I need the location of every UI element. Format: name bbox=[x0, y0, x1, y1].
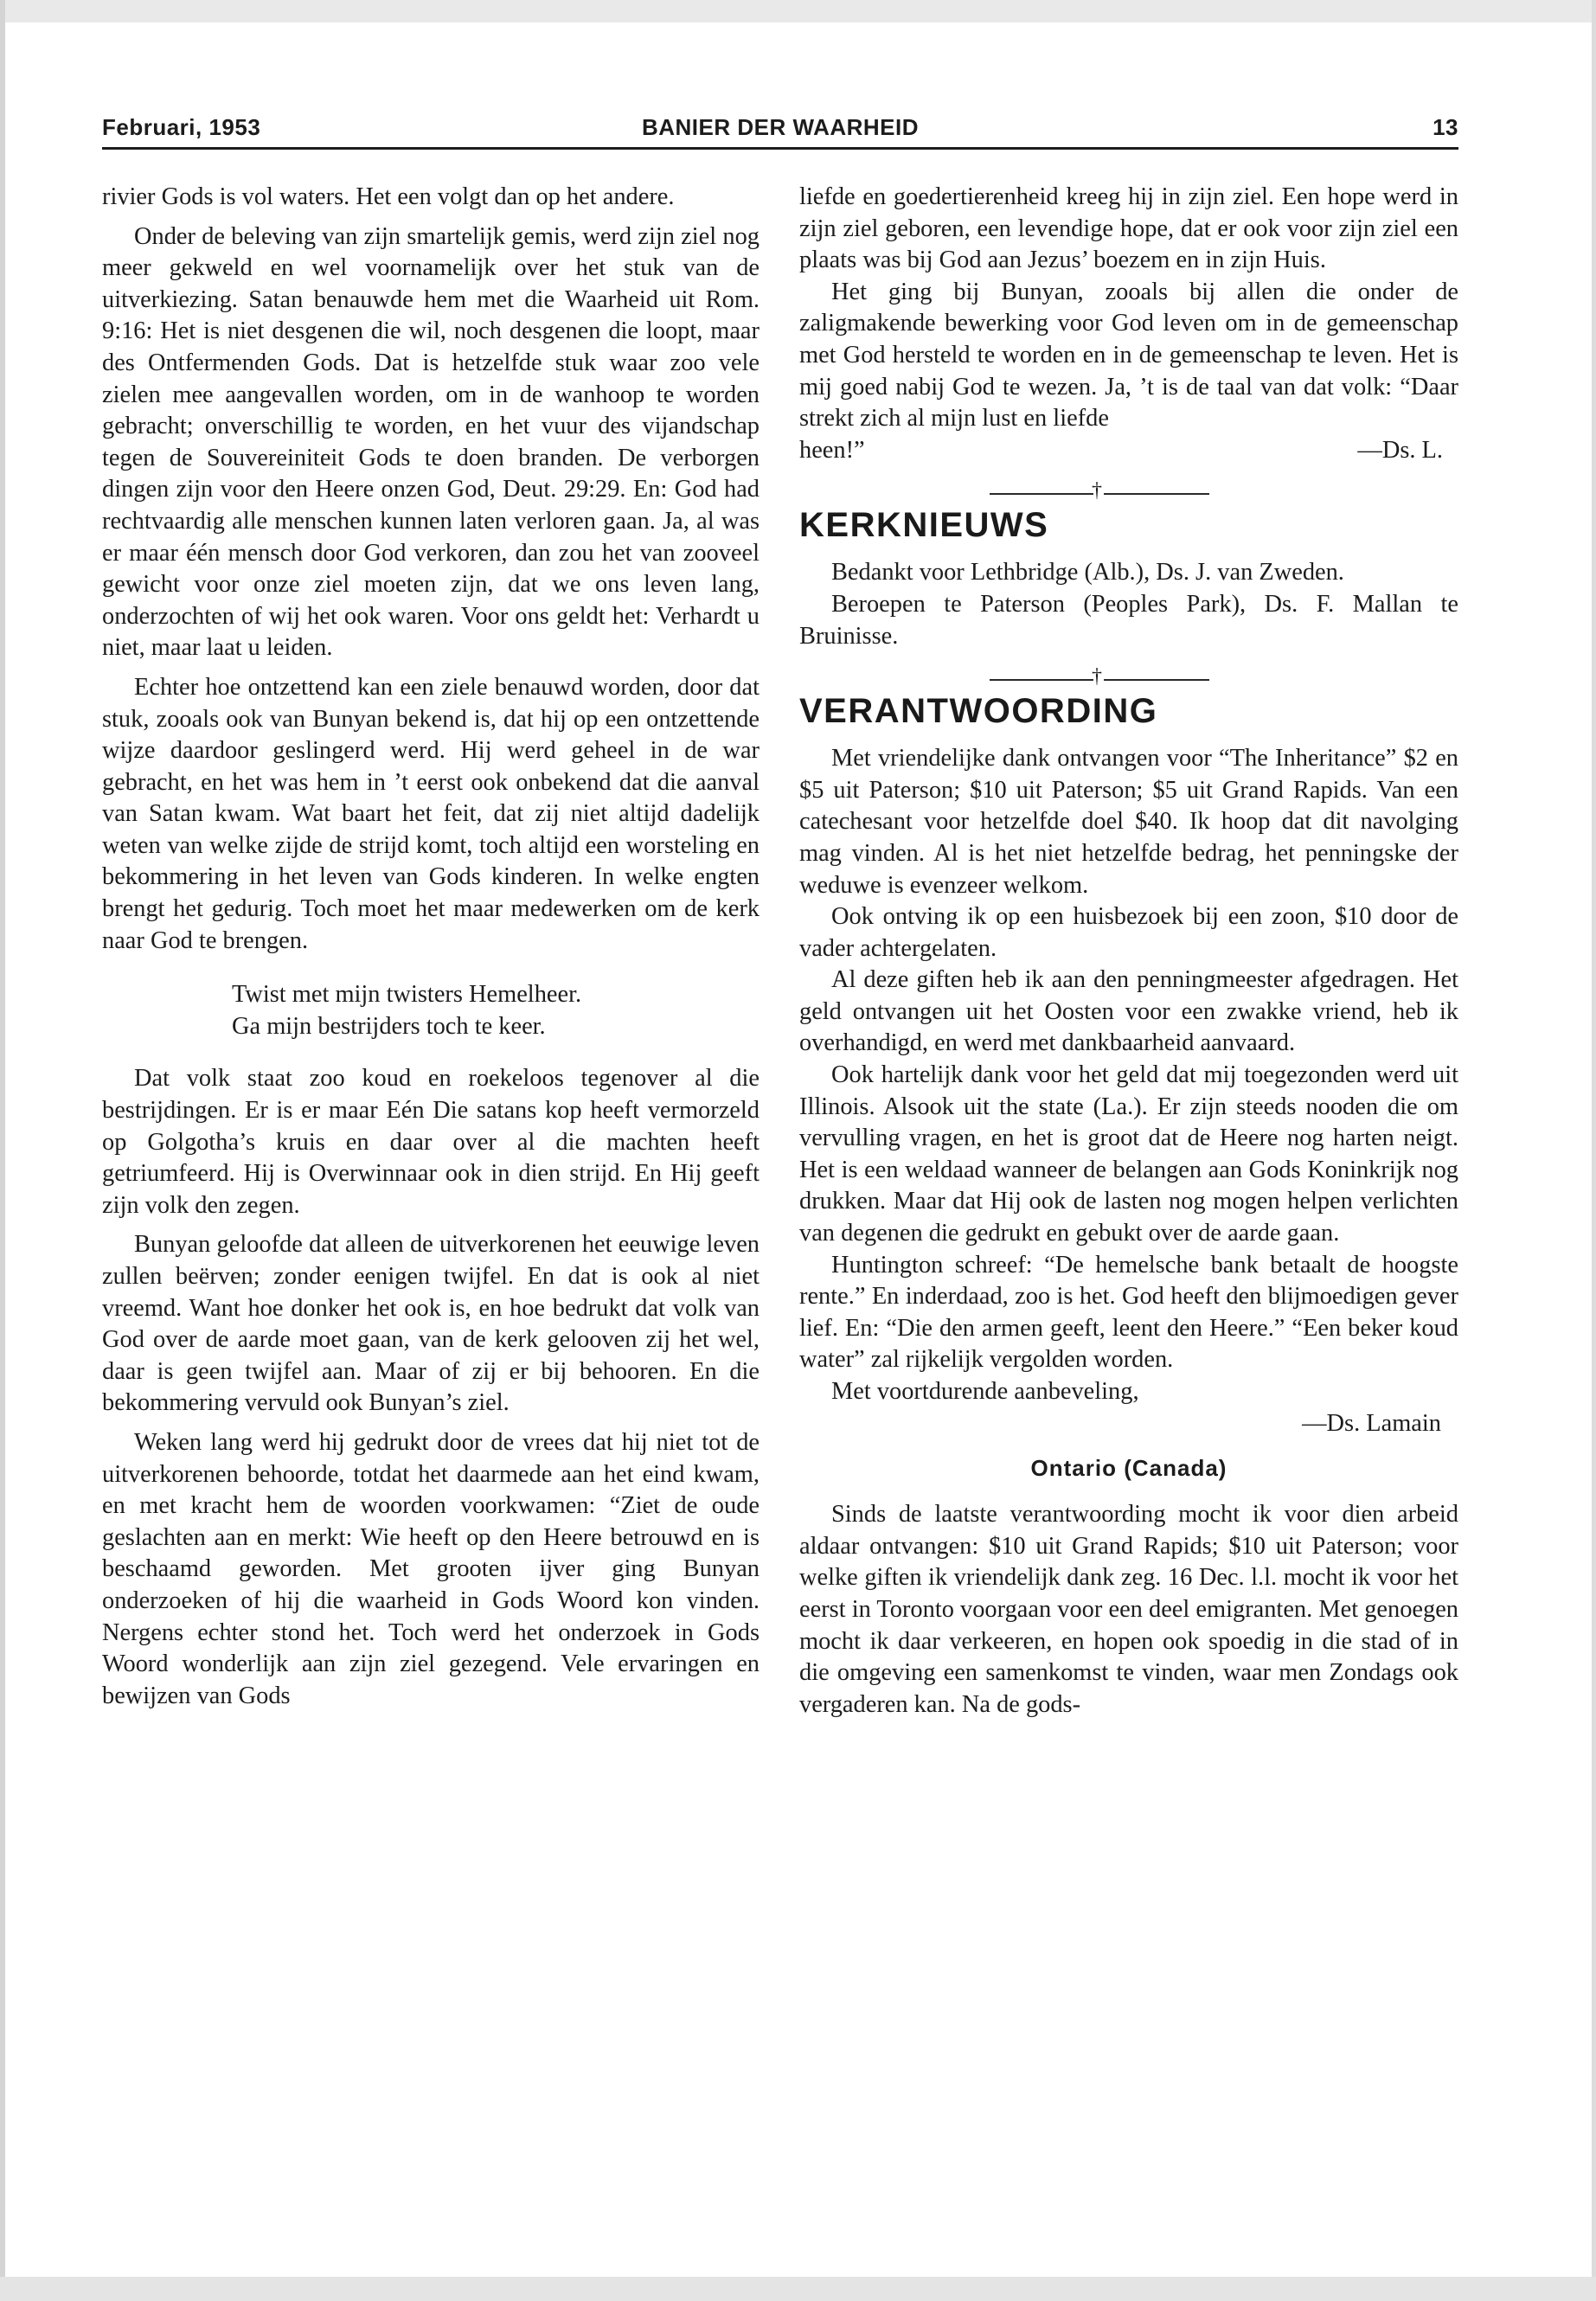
paragraph: Weken lang werd hij gedrukt door de vrees dat hij niet tot de uitverkorenen behoorde, totdat het daarmede aan het eind kwam, en met kracht hem de woorden voorkwamen: “Ziet de oude geslachten aan en merkt: Wie heeft op den Heere betrouwd en is beschaamd geworden. Met grooten ijver ging Bunyan onderzoeken of hij die waarheid in Gods Woord kon vinden. Nergens echter stond het. Toch werd het onderzoek in Gods Woord wonderlijk aan zijn ziel gezegend. Vele ervaringen en bewijzen van Gods bbox=[102, 1428, 760, 1709]
cross-icon: † bbox=[1092, 479, 1102, 503]
paragraph: Onder de beleving van zijn smartelijk gemis, werd zijn ziel nog meer gekweld en wel voornamelijk over het stuk van de uitverkiezing. Satan benauwde hem met die Waarheid uit Rom. 9:16: Het is niet desgenen die wil, noch desgenen die loopt, maar des Ontfermenden Gods. Dat is hetzelfde stuk waar zoo vele zielen mee aangevallen worden, om in de wanhoop te worden gebracht; onverschillig te worden, en het vuur des vijandschap tegen de Souvereiniteit Gods te doen branden. De verborgen dingen zijn voor den Heere onzen God, Deut. 29:29. En: God had rechtvaardig alle menschen kunnen laten verloren gaan. Ja, al was er maar één mensch door God verkoren, dan zou het van zooveel gewicht voor onze ziel moeten zijn, dat we ons leven lang, onderzochten of wij het ook waren. Voor ons geldt het: Verhardt u niet, maar laat u leiden. bbox=[102, 222, 760, 662]
paragraph: Echter hoe ontzettend kan een ziele benauwd worden, door dat stuk, zooals ook van Bunyan bekend is, dat hij op een ontzettende wijze daardoor geslingerd werd. Hij werd geheel in de war gebracht, en het was hem in ’t eerst ook onbekend dat die aanval van Satan kwam. Wat baart het feit, dat zij niet altijd dadelijk weten van welke zijde de strijd komt, toch altijd een worsteling en bekommering in het leven van Gods kinderen. In welke engten brengt het gedurig. Toch moet het maar medewerken om de kerk naar God te brengen. bbox=[102, 673, 760, 954]
paragraph: Ook hartelijk dank voor het geld dat mij toegezonden werd uit Illinois. Alsook uit the state (La.). Er zijn steeds nooden die om vervulling vragen, en het is groot dat de Heere nog harten neigt. Het is een weldaad wanneer de belangen aan Gods Koninkrijk nog drukken. Maar dat Hij ook de lasten nog mogen helpen verlichten van degenen die gedrukt en gebukt over de aarde gaan. bbox=[799, 1061, 1458, 1247]
paragraph: Dat volk staat zoo koud en roekeloos tegenover al die bestrijdingen. Er is er maar Eén Die satans kop heeft vermorzeld op Golgotha’s kruis en daar over al die machten heeft getriumfeerd. Hij is Overwinnaar ook in dien strijd. En Hij geeft zijn volk den zegen. bbox=[102, 1065, 760, 1219]
divider-rule bbox=[1104, 679, 1209, 681]
publication-title: BANIER DER WAARHEID bbox=[641, 114, 920, 140]
author-signature: —Ds. Lamain bbox=[1302, 1409, 1441, 1437]
paragraph: Sinds de laatste verantwoording mocht ik voor dien arbeid aldaar ontvangen: $10 uit Grand Rapids; $10 uit Paterson; voor welke giften ik vriendelijk dank zeg. 16 Dec. l.l. mocht ik voor het eerst in Toronto voorgaan voor een deel emigranten. Met genoegen mocht ik daar verkeeren, en hopen ook spoedig in die stad of in die omgeving een samenkomst te vinden, waar men Zondags ook vergaderen kan. Na de gods- bbox=[799, 1501, 1458, 1718]
divider-rule bbox=[1104, 493, 1209, 495]
paragraph: rivier Gods is vol waters. Het een volgt dan op het andere. bbox=[102, 183, 675, 210]
closing-text: heen!” bbox=[799, 436, 865, 464]
scan-edge-left bbox=[0, 0, 5, 2301]
page-header bbox=[102, 114, 1458, 145]
paragraph: liefde en goedertierenheid kreeg hij in zijn ziel. Een hope werd in zijn ziel geboren, een levendige hope, dat er ook voor zijn ziel een plaats was bij God aan Jezus’ boezem en in zijn Huis. bbox=[799, 183, 1458, 274]
left-column bbox=[102, 182, 760, 1712]
section-divider bbox=[799, 479, 1458, 503]
section-heading-kerknieuws: KERKNIEUWS bbox=[799, 506, 1049, 545]
closing-line bbox=[799, 435, 1458, 467]
paragraph: Met voortdurende aanbeveling, bbox=[831, 1378, 1139, 1405]
news-item: Beroepen te Paterson (Peoples Park), Ds. F. Mallan te Bruinisse. bbox=[799, 590, 1458, 650]
subheading-ontario: Ontario (Canada) bbox=[1030, 1455, 1227, 1482]
section-heading-verantwoording: VERANTWOORDING bbox=[799, 692, 1158, 731]
author-signature: —Ds. L. bbox=[1357, 436, 1443, 464]
scan-edge-top bbox=[0, 0, 1596, 22]
poem bbox=[102, 979, 760, 1042]
paragraph: Het ging bij Bunyan, zooals bij allen die onder de zaligmakende bewerking voor God leven om in de gemeenschap met God hersteld te worden en in de gemeenschap te leven. Het is mij goed nabij God te wezen. Ja, ’t is de taal van dat volk: “Daar strekt zich al mijn lust en liefde bbox=[799, 278, 1458, 433]
paragraph: Met vriendelijke dank ontvangen voor “The Inheritance” $2 en $5 uit Paterson; $10 uit Paterson; $5 uit Grand Rapids. Van een catechesant voor hetzelfde doel $40. Ik hoop dat dit navolging mag vinden. Al is het niet hetzelfde bedrag, het penningske der weduwe is evenzeer welkom. bbox=[799, 745, 1458, 899]
divider-rule bbox=[990, 679, 1093, 681]
poem-line: Twist met mijn twisters Hemelheer. bbox=[232, 981, 582, 1009]
scan-edge-bottom bbox=[0, 2277, 1596, 2301]
paragraph: Ook ontving ik op een huisbezoek bij een zoon, $10 door de vader achtergelaten. bbox=[799, 903, 1458, 962]
issue-date: Februari, 1953 bbox=[102, 114, 261, 140]
right-column bbox=[799, 182, 1458, 1721]
news-item: Bedankt voor Lethbridge (Alb.), Ds. J. van Zweden. bbox=[831, 559, 1344, 586]
page-number: 13 bbox=[1433, 114, 1458, 140]
paragraph: Huntington schreef: “De hemelsche bank betaalt de hoogste rente.” En inderdaad, zoo is het. God heeft den blijmoedigen gever lief. En: “Die den armen geeft, leent den Heere.” “Een beker koud water” zal rijkelijk vergolden worden. bbox=[799, 1251, 1458, 1374]
paragraph: Bunyan geloofde dat alleen de uitverkorenen het eeuwige leven zullen beërven; zonder eenigen twijfel. En dat is ook al niet vreemd. Want hoe donker het ook is, en hoe bedrukt dat volk van God over de aarde moet gaan, van de kerk gelooven zij het wel, daar is geen twijfel aan. Maar of zij er bij behooren. En die bekommering vervuld ook Bunyan’s ziel. bbox=[102, 1231, 760, 1417]
scan-edge-right bbox=[1592, 0, 1596, 2301]
section-divider bbox=[799, 665, 1458, 689]
divider-rule bbox=[990, 493, 1093, 495]
header-rule bbox=[102, 147, 1458, 150]
cross-icon: † bbox=[1092, 665, 1102, 689]
poem-line: Ga mijn bestrijders toch te keer. bbox=[232, 1012, 546, 1040]
paragraph: Al deze giften heb ik aan den penningmeester afgedragen. Het geld ontvangen uit het Oosten voor een zwakke vriend, heb ik overhandigd, en werd met dankbaarheid aanvaard. bbox=[799, 966, 1458, 1057]
